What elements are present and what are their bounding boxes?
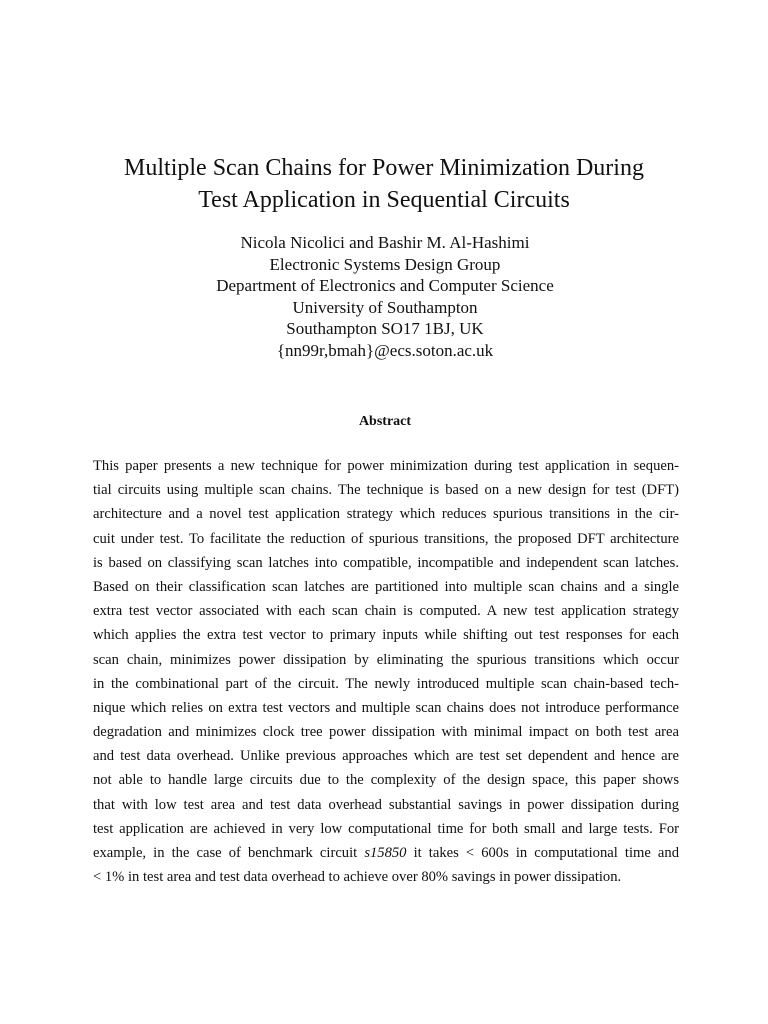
author-names: Nicola Nicolici and Bashir M. Al-Hashimi [240, 233, 530, 252]
abstract-line: tial circuits using multiple scan chains. The technique is based on a new design for test (DFT) [93, 482, 679, 499]
author-department: Department of Electronics and Computer Science [216, 276, 554, 295]
abstract-line: cuit under test. To facilitate the reduction of spurious transitions, the proposed DFT architecture [93, 530, 679, 547]
abstract-line: in the combinational part of the circuit. The newly introduced multiple scan chain-based tech- [93, 675, 679, 692]
abstract-line: test application are achieved in very low computational time for both small and large tests. For [93, 820, 679, 837]
abstract-line: degradation and minimizes clock tree power dissipation with minimal impact on both test area [93, 724, 679, 741]
author-block [0, 232, 768, 361]
abstract-body [93, 454, 679, 889]
author-address: Southampton SO17 1BJ, UK [286, 319, 484, 338]
abstract-example-text-end: it takes < 600s in computational time and [406, 845, 679, 861]
paper-title [0, 152, 768, 216]
paper-title-line-1: Multiple Scan Chains for Power Minimization During [124, 155, 644, 181]
abstract-line: and test data overhead. Unlike previous approaches which are test set dependent and hence are [93, 748, 679, 765]
author-university: University of Southampton [292, 297, 478, 317]
abstract-heading: Abstract [358, 414, 412, 429]
abstract-line: is based on classifying scan latches into compatible, incompatible and independent scan latches. [93, 554, 679, 571]
abstract-line-example [93, 841, 679, 865]
author-email: {nn99r,bmah}@ecs.soton.ac.uk [276, 340, 494, 360]
abstract-line: which applies the extra test vector to primary inputs while shifting out test responses for each [93, 627, 679, 644]
abstract-line: nique which relies on extra test vectors and multiple scan chains does not introduce performance [93, 699, 679, 716]
abstract-example-text: example, in the case of benchmark circuit [93, 845, 365, 861]
author-group: Electronic Systems Design Group [269, 254, 501, 274]
abstract-line: scan chain, minimizes power dissipation by eliminating the spurious transitions which occur [93, 651, 679, 668]
paper-title-line-2: Test Application in Sequential Circuits [198, 187, 570, 213]
abstract-line: extra test vector associated with each scan chain is computed. A new test application strategy [93, 603, 679, 620]
abstract-line-final: < 1% in test area and test data overhead to achieve over 80% savings in power dissipation. [93, 869, 622, 886]
abstract-line: architecture and a novel test application strategy which reduces spurious transitions in the cir- [93, 506, 679, 523]
benchmark-circuit-name: s15850 [364, 845, 407, 861]
abstract-line: Based on their classification scan latches are partitioned into multiple scan chains and a single [93, 578, 679, 595]
abstract-line: that with low test area and test data overhead substantial savings in power dissipation during [93, 796, 679, 813]
abstract-line: not able to handle large circuits due to the complexity of the design space, this paper shows [93, 772, 679, 789]
abstract-line: This paper presents a new technique for power minimization during test application in sequen- [93, 458, 679, 474]
